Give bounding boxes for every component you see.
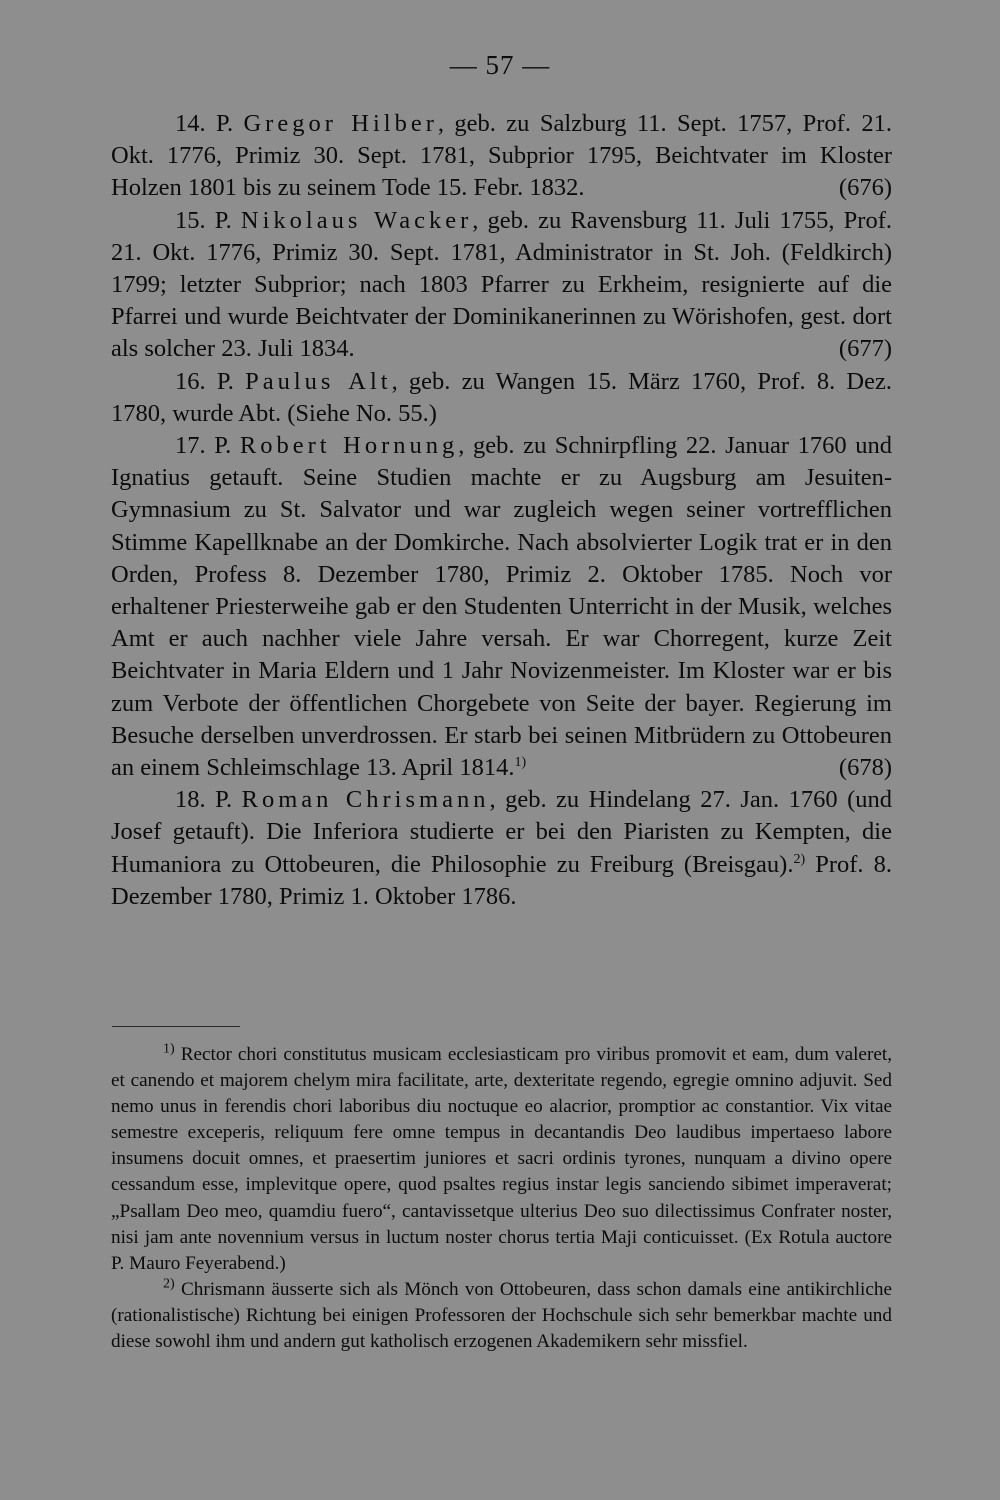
page-number: — 57 —: [449, 50, 551, 80]
entry-name: Roman Chrismann: [241, 786, 490, 814]
entry-name: Robert Hornung: [239, 432, 459, 460]
entry-prefix: 15. P.: [175, 206, 241, 234]
entry-text: , geb. zu Wangen 15. März 1760, Prof. 8. Dez. 1780, wurde Abt. (Siehe No. 55.): [111, 367, 893, 427]
footnotes: [111, 1042, 892, 1355]
entry-text: , geb. zu Hindelang 27. Jan. 1760 (und Josef getauft). Die Inferiora studierte er bei den Piaristen zu Kempten, die Humaniora zu Ottobeuren, die Philosophie zu Freiburg (Breisgau).: [111, 786, 893, 878]
entry-name: Nikolaus Wacker: [240, 206, 473, 234]
entry-prefix: 14. P.: [175, 110, 244, 137]
entry-text: , geb. zu Salzburg 11. Sept. 1757, Prof. 21. Okt. 1776, Primiz 30. Sept. 1781, Subprior 1795, Beichtvater im Kloster Holzen 1801 bis zu seinem Tode 15. Febr. 1832.: [111, 110, 892, 202]
main-text: [111, 108, 892, 913]
footnote-ref: 2): [793, 851, 806, 867]
footnote-text: Chrismann äusserte sich als Mönch von Ottobeuren, dass schon damals eine antikirchliche (rationalistische) Richtung bei einigen Professoren der Hochschule sich sehr bemerkbar machte und diese sowohl ihm und andern gut katholisch erzogenen Akademikern sehr missfiel.: [111, 1278, 892, 1353]
entry-17: [111, 430, 892, 784]
footnote-ref: 1): [514, 754, 527, 770]
entry-text-after: Prof. 8. Dezember 1780, Primiz 1. Oktober 1786.: [111, 850, 892, 910]
entry-name: Paulus Alt: [245, 367, 392, 395]
entry-18: [111, 784, 892, 913]
entry-number: (677): [838, 335, 892, 363]
entry-16: [111, 366, 892, 430]
footnote-text: Rector chori constitutus musicam ecclesiasticam pro viribus promovit et eam, dum valeret, et canendo et majorem chelym mira facilitate, arte, dexteritate regendo, egregie omnino adjuvit. Sed nemo unus in ferendis chori laboribus diu noctuque eo alacrior, promptior ac constantior. Vix vitae semestre exceperis, reliquum fere omne tempus in decantandis Deo laudibus impertaeso labore insumens docuit omnes, et praesertim juniores et sacri ordinis tyrones, nunquam a divino opere cessandum esse, implevitque opere, quod psaltes regius instar legis sanciendo sibimet imperaverat; „Psallam Deo meo, quamdiu fuero“, cantavissetque ulterius Deo suo dilectissimus Confrater noster, nisi jam ante novennium versus in luctum noster chorus tertia Maji conticuisset. (Ex Rotula auctore P. Mauro Feyerabend.): [111, 1044, 892, 1274]
entry-14: [111, 108, 892, 205]
entry-number: (676): [838, 174, 892, 202]
entry-text: , geb. zu Ravensburg 11. Juli 1755, Prof. 21. Okt. 1776, Primiz 30. Sept. 1781, Administrator in St. Joh. (Feldkirch) 1799; letzter Subprior; nach 1803 Pfarrer zu Erkheim, resignierte auf die Pfarrei und wurde Beichtvater der Dominikanerinnen zu Wörishofen, gest. dort als solcher 23. Juli 1834.: [111, 206, 892, 363]
entry-prefix: 17. P.: [175, 432, 240, 460]
footnote-2: [111, 1277, 892, 1355]
entry-15: [111, 205, 892, 366]
entry-text: , geb. zu Schnirpfling 22. Januar 1760 und Ignatius getauft. Seine Studien machte er zu Augsburg am Jesuiten-Gymnasium zu St. Salvator und war zugleich wegen seiner vortrefflichen Stimme Kapellknabe an der Domkirche. Nach absolvierter Logik trat er in den Orden, Profess 8. Dezember 1780, Primiz 2. Oktober 1785. Noch vor erhaltener Priesterweihe gab er den Studenten Unterricht in der Musik, welches Amt er auch nachher viele Jahre versah. Er war Chorregent, kurze Zeit Beichtvater in Maria Eldern und 1 Jahr Novizenmeister. Im Kloster war er bis zum Verbote der öffentlichen Chorgebete von Seite der bayer. Regierung im Besuche derselben unverdrossen. Er starb bei seinen Mitbrüdern zu Ottobeuren an einem Schleimschlage 13. April 1814.: [111, 432, 892, 782]
footnote-marker: 1): [163, 1041, 175, 1057]
footnote-marker: 2): [163, 1276, 175, 1292]
entry-number: (678): [838, 754, 892, 782]
entry-prefix: 16. P.: [175, 367, 246, 395]
footnote-divider: [112, 1026, 240, 1027]
footnote-1: [111, 1042, 892, 1277]
entry-prefix: 18. P.: [175, 786, 242, 814]
entry-name: Gregor Hilber: [243, 110, 438, 137]
